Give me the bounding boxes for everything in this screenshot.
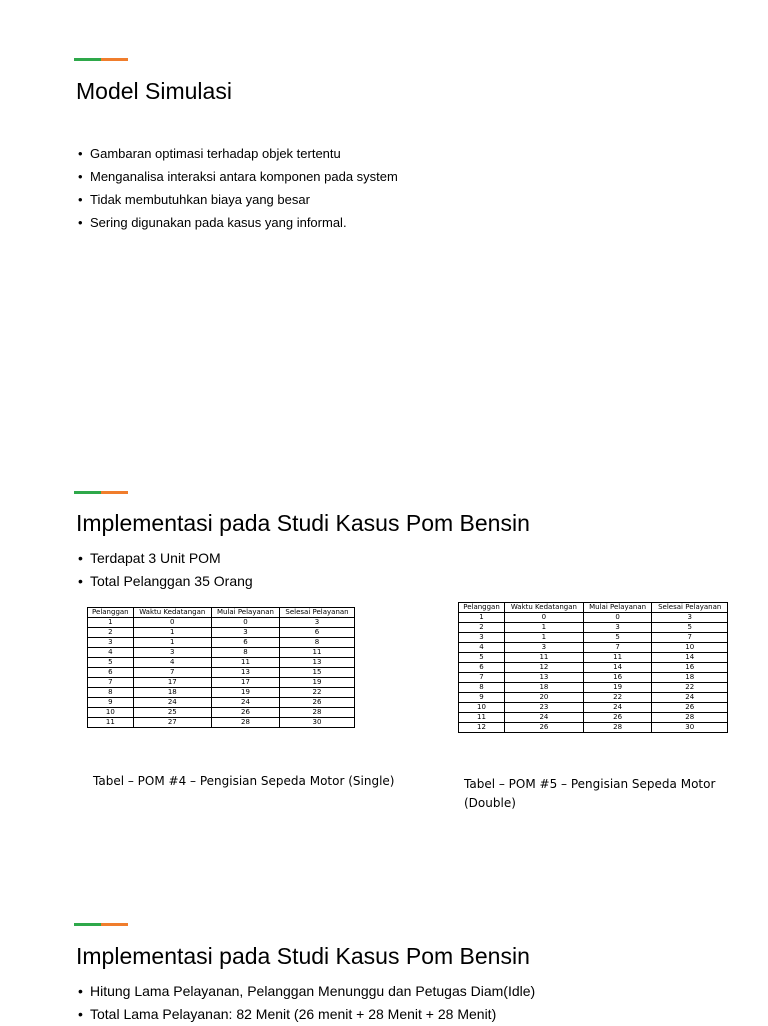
- table-cell: 24: [583, 703, 652, 713]
- table-cell: 30: [280, 718, 355, 728]
- table-cell: 1: [505, 633, 584, 643]
- table-cell: 11: [88, 718, 134, 728]
- table-cell: 8: [459, 683, 505, 693]
- table-cell: 24: [652, 693, 728, 703]
- table-cell: 4: [459, 643, 505, 653]
- table-cell: 1: [505, 623, 584, 633]
- table-cell: 26: [652, 703, 728, 713]
- table-cell: 10: [459, 703, 505, 713]
- table-cell: 11: [583, 653, 652, 663]
- table-cell: 0: [583, 613, 652, 623]
- table-cell: 13: [280, 658, 355, 668]
- table-cell: 26: [505, 723, 584, 733]
- slide-title: Model Simulasi: [76, 78, 232, 104]
- table-cell: 0: [133, 618, 211, 628]
- bullet-dot: •: [78, 215, 83, 230]
- table-cell: 1: [459, 613, 505, 623]
- bullet-dot: •: [78, 550, 83, 566]
- column-header: Pelanggan: [459, 603, 505, 613]
- table-cell: 11: [280, 648, 355, 658]
- table-cell: 26: [280, 698, 355, 708]
- table-cell: 13: [505, 673, 584, 683]
- table-cell: 0: [211, 618, 279, 628]
- table-cell: 2: [88, 628, 134, 638]
- title-accent-bar: [74, 923, 128, 926]
- table-cell: 3: [652, 613, 728, 623]
- table-cell: 10: [88, 708, 134, 718]
- bullet-dot: •: [78, 146, 83, 161]
- table-cell: 6: [88, 668, 134, 678]
- column-header: Pelanggan: [88, 608, 134, 618]
- table-cell: 3: [133, 648, 211, 658]
- bullet-text: Terdapat 3 Unit POM: [90, 550, 221, 566]
- table-cell: 4: [88, 648, 134, 658]
- table-cell: 3: [505, 643, 584, 653]
- table-cell: 1: [133, 628, 211, 638]
- table-cell: 9: [88, 698, 134, 708]
- table-cell: 12: [459, 723, 505, 733]
- bullet-text: Menganalisa interaksi antara komponen pada system: [90, 169, 398, 184]
- bullet-dot: •: [78, 169, 83, 184]
- table-cell: 6: [280, 628, 355, 638]
- table-cell: 11: [211, 658, 279, 668]
- column-header: Mulai Pelayanan: [583, 603, 652, 613]
- table-cell: 13: [211, 668, 279, 678]
- caption-line: Tabel – POM #5 – Pengisian Sepeda Motor: [464, 777, 716, 791]
- table-cell: 3: [211, 628, 279, 638]
- bullet-text: Sering digunakan pada kasus yang informal.: [90, 215, 347, 230]
- table-cell: 8: [280, 638, 355, 648]
- table-cell: 22: [280, 688, 355, 698]
- table-cell: 1: [133, 638, 211, 648]
- table-cell: 26: [583, 713, 652, 723]
- table-cell: 28: [583, 723, 652, 733]
- bullet-text: Gambaran optimasi terhadap objek tertentu: [90, 146, 341, 161]
- table-cell: 3: [583, 623, 652, 633]
- table-cell: 18: [652, 673, 728, 683]
- table-cell: 0: [505, 613, 584, 623]
- table-cell: 15: [280, 668, 355, 678]
- column-header: Waktu Kedatangan: [133, 608, 211, 618]
- table-cell: 22: [652, 683, 728, 693]
- table-cell: 22: [583, 693, 652, 703]
- column-header: Selesai Pelayanan: [652, 603, 728, 613]
- table-cell: 6: [459, 663, 505, 673]
- bullet-list: [78, 980, 535, 1026]
- column-header: Waktu Kedatangan: [505, 603, 584, 613]
- bullet-item: [78, 980, 535, 1003]
- slide-title: Implementasi pada Studi Kasus Pom Bensin: [76, 943, 530, 969]
- table-cell: 5: [88, 658, 134, 668]
- table-cell: 12: [505, 663, 584, 673]
- bullet-dot: •: [78, 573, 83, 589]
- bullet-dot: •: [78, 192, 83, 207]
- bullet-dot: •: [78, 983, 83, 999]
- table-cell: 7: [652, 633, 728, 643]
- accent-green: [74, 923, 101, 926]
- table-cell: 3: [459, 633, 505, 643]
- table-cell: 6: [211, 638, 279, 648]
- table-cell: 18: [505, 683, 584, 693]
- table-cell: 17: [133, 678, 211, 688]
- table-cell: 5: [583, 633, 652, 643]
- bullet-text: Tidak membutuhkan biaya yang besar: [90, 192, 310, 207]
- bullet-text: Hitung Lama Pelayanan, Pelanggan Menunggu dan Petugas Diam(Idle): [90, 983, 536, 999]
- caption-line: (Double): [464, 796, 516, 810]
- accent-orange: [101, 923, 128, 926]
- table-cell: 11: [459, 713, 505, 723]
- table-cell: 23: [505, 703, 584, 713]
- table-cell: 18: [133, 688, 211, 698]
- table-cell: 24: [133, 698, 211, 708]
- table-cell: 10: [652, 643, 728, 653]
- table-cell: 30: [652, 723, 728, 733]
- table-cell: 5: [459, 653, 505, 663]
- table-cell: 3: [88, 638, 134, 648]
- table-cell: 7: [459, 673, 505, 683]
- column-header: Selesai Pelayanan: [280, 608, 355, 618]
- table-cell: 19: [280, 678, 355, 688]
- table-cell: 19: [211, 688, 279, 698]
- table-cell: 16: [652, 663, 728, 673]
- table-cell: 16: [583, 673, 652, 683]
- bullet-item: [78, 1003, 535, 1026]
- table-cell: 27: [133, 718, 211, 728]
- table-cell: 7: [133, 668, 211, 678]
- table-cell: 1: [88, 618, 134, 628]
- table-cell: 24: [505, 713, 584, 723]
- table-cell: 28: [280, 708, 355, 718]
- table-cell: 3: [280, 618, 355, 628]
- table-cell: 8: [88, 688, 134, 698]
- table-cell: 24: [211, 698, 279, 708]
- table-cell: 14: [652, 653, 728, 663]
- bullet-text: Total Pelanggan 35 Orang: [90, 573, 253, 589]
- table-cell: 28: [652, 713, 728, 723]
- table-cell: 19: [583, 683, 652, 693]
- pom4-table-caption: Tabel – POM #4 – Pengisian Sepeda Motor (Single): [93, 774, 395, 788]
- table-cell: 8: [211, 648, 279, 658]
- table-cell: 7: [583, 643, 652, 653]
- table-cell: 20: [505, 693, 584, 703]
- table-cell: 4: [133, 658, 211, 668]
- bullet-dot: •: [78, 1006, 83, 1022]
- table-cell: 11: [505, 653, 584, 663]
- bullet-text: Total Lama Pelayanan: 82 Menit (26 menit + 28 Menit + 28 Menit): [90, 1006, 497, 1022]
- table-cell: 25: [133, 708, 211, 718]
- table-cell: 28: [211, 718, 279, 728]
- table-cell: 26: [211, 708, 279, 718]
- slide-title: Implementasi pada Studi Kasus Pom Bensin: [76, 510, 530, 536]
- table-cell: 17: [211, 678, 279, 688]
- table-cell: 2: [459, 623, 505, 633]
- column-header: Mulai Pelayanan: [211, 608, 279, 618]
- table-cell: 14: [583, 663, 652, 673]
- table-cell: 9: [459, 693, 505, 703]
- table-cell: 7: [88, 678, 134, 688]
- table-cell: 5: [652, 623, 728, 633]
